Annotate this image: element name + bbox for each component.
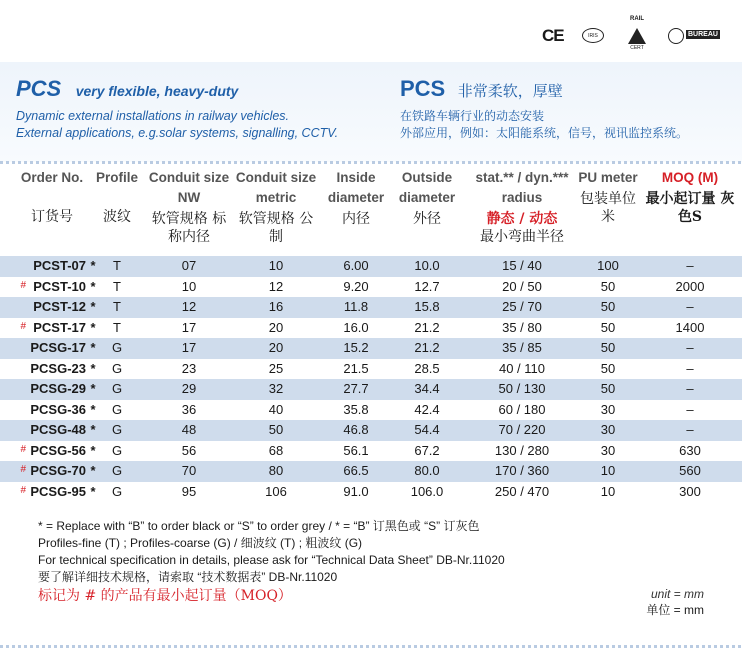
order-no-cell: PCST-10 bbox=[33, 278, 86, 294]
pu-cell: 10 bbox=[600, 483, 616, 499]
pu-cell: 50 bbox=[600, 340, 616, 355]
unit-en: unit = mm bbox=[650, 587, 704, 601]
color-option-star: * bbox=[90, 319, 96, 335]
moq-cell: 300 bbox=[679, 483, 701, 499]
chinese-description bbox=[400, 108, 688, 142]
radius-cell: 35 / 85 bbox=[502, 340, 542, 355]
outside-cell: 21.2 bbox=[414, 319, 440, 335]
outside-cell: 34.4 bbox=[414, 381, 440, 396]
outside-cell: 28.5 bbox=[414, 360, 440, 376]
order-no-cell: PCSG-48 bbox=[30, 422, 86, 437]
table-row bbox=[0, 256, 742, 277]
table-row bbox=[0, 420, 742, 441]
inside-cell: 16.0 bbox=[343, 319, 369, 335]
pu-cell: 50 bbox=[600, 381, 616, 396]
col-outside-diameter bbox=[394, 168, 460, 228]
profile-cell: T bbox=[113, 299, 121, 314]
inside-cell: 6.00 bbox=[343, 258, 369, 273]
moq-cell: 560 bbox=[679, 463, 701, 478]
table-row bbox=[0, 318, 742, 339]
col-conduit-nw bbox=[146, 168, 232, 246]
moq-cell: – bbox=[686, 360, 694, 376]
col-profile bbox=[92, 168, 142, 226]
metric-cell: 10 bbox=[268, 258, 284, 273]
table-row bbox=[0, 297, 742, 318]
color-option-star: * bbox=[90, 340, 96, 355]
col-conduit-metric bbox=[234, 168, 318, 246]
pu-cell: 30 bbox=[600, 442, 616, 458]
radius-cell: 250 / 470 bbox=[494, 483, 550, 499]
english-desc-line-2: External applications, e.g.solar systems, signalling, CCTV. bbox=[16, 126, 339, 140]
metric-cell: 25 bbox=[268, 360, 284, 376]
col-moq bbox=[644, 168, 736, 226]
radius-cell: 170 / 360 bbox=[494, 463, 550, 478]
english-description bbox=[16, 108, 338, 142]
pu-cell: 50 bbox=[600, 299, 616, 314]
unit-cn: 单位 = mm bbox=[646, 603, 704, 617]
rail-cert-bottom-text: CERT bbox=[630, 45, 644, 51]
metric-cell: 50 bbox=[268, 422, 284, 437]
nw-cell: 17 bbox=[181, 340, 197, 355]
profile-cell: G bbox=[111, 340, 123, 355]
col-outside-cn: 外径 bbox=[413, 211, 441, 227]
footnotes bbox=[38, 518, 505, 606]
radius-cell: 35 / 80 bbox=[502, 319, 542, 335]
moq-marker: # bbox=[20, 464, 26, 475]
note-color-code: * = Replace with “B” to order black or “S” to order grey / * = “B” 订黑色或 “S” 订灰色 bbox=[38, 519, 480, 533]
inside-cell: 15.2 bbox=[343, 340, 369, 355]
color-option-star: * bbox=[90, 463, 96, 478]
note-moq: 标记为 # 的产品有最小起订量（MOQ） bbox=[38, 588, 292, 604]
col-radius-en: radius bbox=[501, 190, 543, 205]
radius-cell: 40 / 110 bbox=[498, 360, 546, 376]
col-outside-en: Outside diameter bbox=[398, 170, 456, 205]
profile-cell: G bbox=[111, 422, 123, 437]
col-profile-en: Profile bbox=[95, 170, 138, 185]
order-no-cell: PCSG-29 bbox=[30, 381, 86, 396]
nw-cell: 70 bbox=[181, 463, 197, 478]
nw-cell: 48 bbox=[181, 422, 197, 437]
pu-cell: 50 bbox=[600, 360, 616, 376]
outside-cell: 15.8 bbox=[414, 299, 440, 314]
order-no-cell: PCSG-56 bbox=[30, 442, 86, 458]
inside-cell: 11.8 bbox=[343, 299, 369, 314]
order-no-cell: PCST-07 bbox=[33, 258, 86, 273]
ce-mark: CE bbox=[542, 26, 564, 45]
bureau-stamp-text: BUREAU bbox=[688, 31, 718, 38]
product-code-cn: PCS bbox=[400, 76, 446, 101]
moq-cell: – bbox=[686, 422, 694, 437]
metric-cell: 106 bbox=[265, 483, 287, 499]
color-option-star: * bbox=[90, 422, 96, 437]
certification-logos bbox=[540, 14, 736, 54]
unit-note bbox=[612, 586, 704, 618]
nw-cell: 29 bbox=[181, 381, 197, 396]
profile-cell: G bbox=[111, 360, 123, 376]
product-tagline: very flexible, heavy-duty bbox=[75, 83, 239, 99]
header-divider bbox=[0, 161, 742, 164]
moq-marker: # bbox=[20, 484, 26, 496]
seal-icon bbox=[668, 28, 684, 44]
order-no-cell: PCSG-36 bbox=[30, 401, 86, 417]
order-no-cell: PCSG-70 bbox=[30, 463, 86, 478]
profile-cell: T bbox=[113, 278, 121, 294]
metric-cell: 20 bbox=[268, 319, 284, 335]
pu-cell: 50 bbox=[600, 278, 616, 294]
color-option-star: * bbox=[90, 299, 96, 314]
radius-cell: 20 / 50 bbox=[502, 278, 542, 294]
bureau-stamp-logo bbox=[668, 28, 732, 44]
metric-cell: 80 bbox=[268, 463, 284, 478]
moq-cell: – bbox=[686, 299, 694, 314]
inside-cell: 9.20 bbox=[343, 278, 369, 294]
radius-cell: 25 / 70 bbox=[502, 299, 542, 314]
metric-cell: 68 bbox=[268, 442, 284, 458]
english-title bbox=[16, 76, 238, 102]
table-row bbox=[0, 338, 742, 359]
color-option-star: * bbox=[90, 258, 96, 273]
table-row bbox=[0, 482, 742, 503]
profile-cell: G bbox=[111, 401, 123, 417]
table-row bbox=[0, 379, 742, 400]
outside-cell: 12.7 bbox=[414, 278, 440, 294]
radius-cell: 60 / 180 bbox=[498, 401, 546, 417]
profile-cell: T bbox=[113, 258, 121, 273]
outside-cell: 106.0 bbox=[410, 483, 444, 499]
pu-cell: 100 bbox=[597, 258, 619, 273]
inside-cell: 56.1 bbox=[343, 442, 369, 458]
note-profiles: Profiles-fine (T) ; Profiles-coarse (G) / 细波纹 (T) ; 粗波纹 (G) bbox=[38, 536, 363, 550]
outside-cell: 80.0 bbox=[414, 463, 440, 478]
chinese-desc-line-2: 外部应用，例如：太阳能系统，信号，视讯监控系统。 bbox=[400, 126, 689, 140]
metric-cell: 32 bbox=[268, 381, 284, 396]
english-desc-line-1: Dynamic external installations in railway vehicles. bbox=[16, 109, 290, 123]
col-order-no-en: Order No. bbox=[20, 170, 84, 185]
note-tech-spec-cn: 要了解详细技术规格，请索取 “技术数据表” DB-Nr.11020 bbox=[38, 570, 338, 584]
col-conduit-nw-cn: 软管规格 标称内径 bbox=[151, 211, 227, 245]
color-option-star: * bbox=[90, 278, 96, 294]
outside-cell: 67.2 bbox=[414, 442, 440, 458]
moq-cell: – bbox=[686, 258, 694, 273]
profile-cell: G bbox=[111, 381, 123, 396]
table-row bbox=[0, 359, 742, 380]
inside-cell: 46.8 bbox=[343, 422, 369, 437]
col-order-no-cn: 订货号 bbox=[31, 209, 73, 225]
col-profile-cn: 波纹 bbox=[103, 209, 131, 225]
product-tagline-cn: 非常柔软，厚壁 bbox=[457, 82, 563, 100]
metric-cell: 12 bbox=[268, 278, 284, 294]
moq-marker: # bbox=[20, 279, 26, 291]
iris-logo: IRIS bbox=[582, 28, 604, 43]
col-conduit-metric-cn: 软管规格 公制 bbox=[238, 211, 314, 245]
outside-cell: 21.2 bbox=[414, 340, 440, 355]
rail-cert-top-text: RAIL bbox=[630, 16, 644, 22]
nw-cell: 17 bbox=[181, 319, 197, 335]
radius-cell: 70 / 220 bbox=[498, 422, 546, 437]
nw-cell: 95 bbox=[181, 483, 197, 499]
color-option-star: * bbox=[90, 381, 96, 396]
metric-cell: 20 bbox=[268, 340, 284, 355]
moq-marker: # bbox=[20, 320, 26, 332]
moq-cell: 1400 bbox=[675, 319, 705, 335]
metric-cell: 40 bbox=[268, 401, 284, 417]
moq-cell: 630 bbox=[679, 442, 701, 458]
col-pu-meter bbox=[574, 168, 642, 226]
moq-cell: – bbox=[686, 401, 694, 417]
note-tech-spec-en: For technical specification in details, please ask for “Technical Data Sheet” DB-Nr.11020 bbox=[38, 553, 505, 567]
product-code: PCS bbox=[16, 76, 62, 101]
col-pu-cn: 包装单位 米 bbox=[580, 191, 636, 225]
moq-cell: 2000 bbox=[675, 278, 705, 294]
col-radius-en-red: stat.** / dyn.*** bbox=[475, 170, 569, 185]
col-inside-en: Inside diameter bbox=[327, 170, 385, 205]
col-bend-radius bbox=[462, 168, 582, 246]
col-moq-en: MOQ (M) bbox=[661, 170, 719, 185]
rail-cert-logo bbox=[620, 16, 654, 52]
pu-cell: 10 bbox=[600, 463, 616, 478]
radius-cell: 50 / 130 bbox=[498, 381, 546, 396]
color-option-star: * bbox=[90, 442, 96, 458]
moq-marker: # bbox=[20, 443, 26, 455]
inside-cell: 35.8 bbox=[343, 401, 369, 417]
outside-cell: 42.4 bbox=[414, 401, 440, 417]
table-row bbox=[0, 277, 742, 298]
pu-cell: 30 bbox=[600, 422, 616, 437]
radius-cell: 15 / 40 bbox=[502, 258, 542, 273]
pu-cell: 50 bbox=[600, 319, 616, 335]
col-conduit-metric-en: Conduit size metric bbox=[235, 170, 317, 205]
order-no-cell: PCSG-17 bbox=[30, 340, 86, 355]
moq-cell: – bbox=[686, 340, 694, 355]
col-moq-cn: 最小起订量 灰色S bbox=[645, 191, 735, 225]
nw-cell: 12 bbox=[181, 299, 197, 314]
table-row bbox=[0, 441, 742, 462]
pu-cell: 30 bbox=[600, 401, 616, 417]
profile-cell: G bbox=[111, 463, 123, 478]
col-order-no bbox=[4, 168, 100, 226]
table-body bbox=[0, 256, 742, 502]
col-inside-diameter bbox=[322, 168, 390, 228]
order-no-cell: PCSG-95 bbox=[30, 483, 86, 499]
inside-cell: 27.7 bbox=[343, 381, 369, 396]
outside-cell: 54.4 bbox=[414, 422, 440, 437]
nw-cell: 10 bbox=[181, 278, 197, 294]
profile-cell: T bbox=[113, 319, 121, 335]
col-conduit-nw-en: Conduit size NW bbox=[148, 170, 230, 205]
color-option-star: * bbox=[90, 401, 96, 417]
chinese-desc-line-1: 在铁路车辆行业的动态安装 bbox=[400, 109, 545, 123]
col-pu-en: PU meter bbox=[578, 170, 638, 185]
color-option-star: * bbox=[90, 360, 96, 376]
triangle-icon bbox=[628, 28, 646, 44]
radius-cell: 130 / 280 bbox=[494, 442, 550, 458]
chinese-title bbox=[400, 76, 563, 102]
metric-cell: 16 bbox=[268, 299, 284, 314]
inside-cell: 21.5 bbox=[343, 360, 369, 376]
order-no-cell: PCST-17 bbox=[33, 319, 86, 335]
order-no-cell: PCST-12 bbox=[33, 299, 86, 314]
table-header bbox=[0, 168, 742, 256]
col-inside-cn: 内径 bbox=[342, 211, 370, 227]
profile-cell: G bbox=[111, 483, 123, 499]
order-no-cell: PCSG-23 bbox=[30, 360, 86, 376]
footer-divider bbox=[0, 645, 742, 648]
table-row bbox=[0, 400, 742, 421]
color-option-star: * bbox=[90, 483, 96, 499]
col-radius-cn-red: 静态 / 动态 bbox=[486, 211, 558, 227]
nw-cell: 36 bbox=[181, 401, 197, 417]
nw-cell: 23 bbox=[181, 360, 197, 376]
moq-cell: – bbox=[686, 381, 694, 396]
nw-cell: 07 bbox=[181, 258, 197, 273]
nw-cell: 56 bbox=[181, 442, 197, 458]
inside-cell: 66.5 bbox=[343, 463, 369, 478]
table-row bbox=[0, 461, 742, 482]
col-radius-cn: 最小弯曲半径 bbox=[480, 229, 564, 245]
inside-cell: 91.0 bbox=[343, 483, 369, 499]
outside-cell: 10.0 bbox=[414, 258, 440, 273]
profile-cell: G bbox=[111, 442, 123, 458]
